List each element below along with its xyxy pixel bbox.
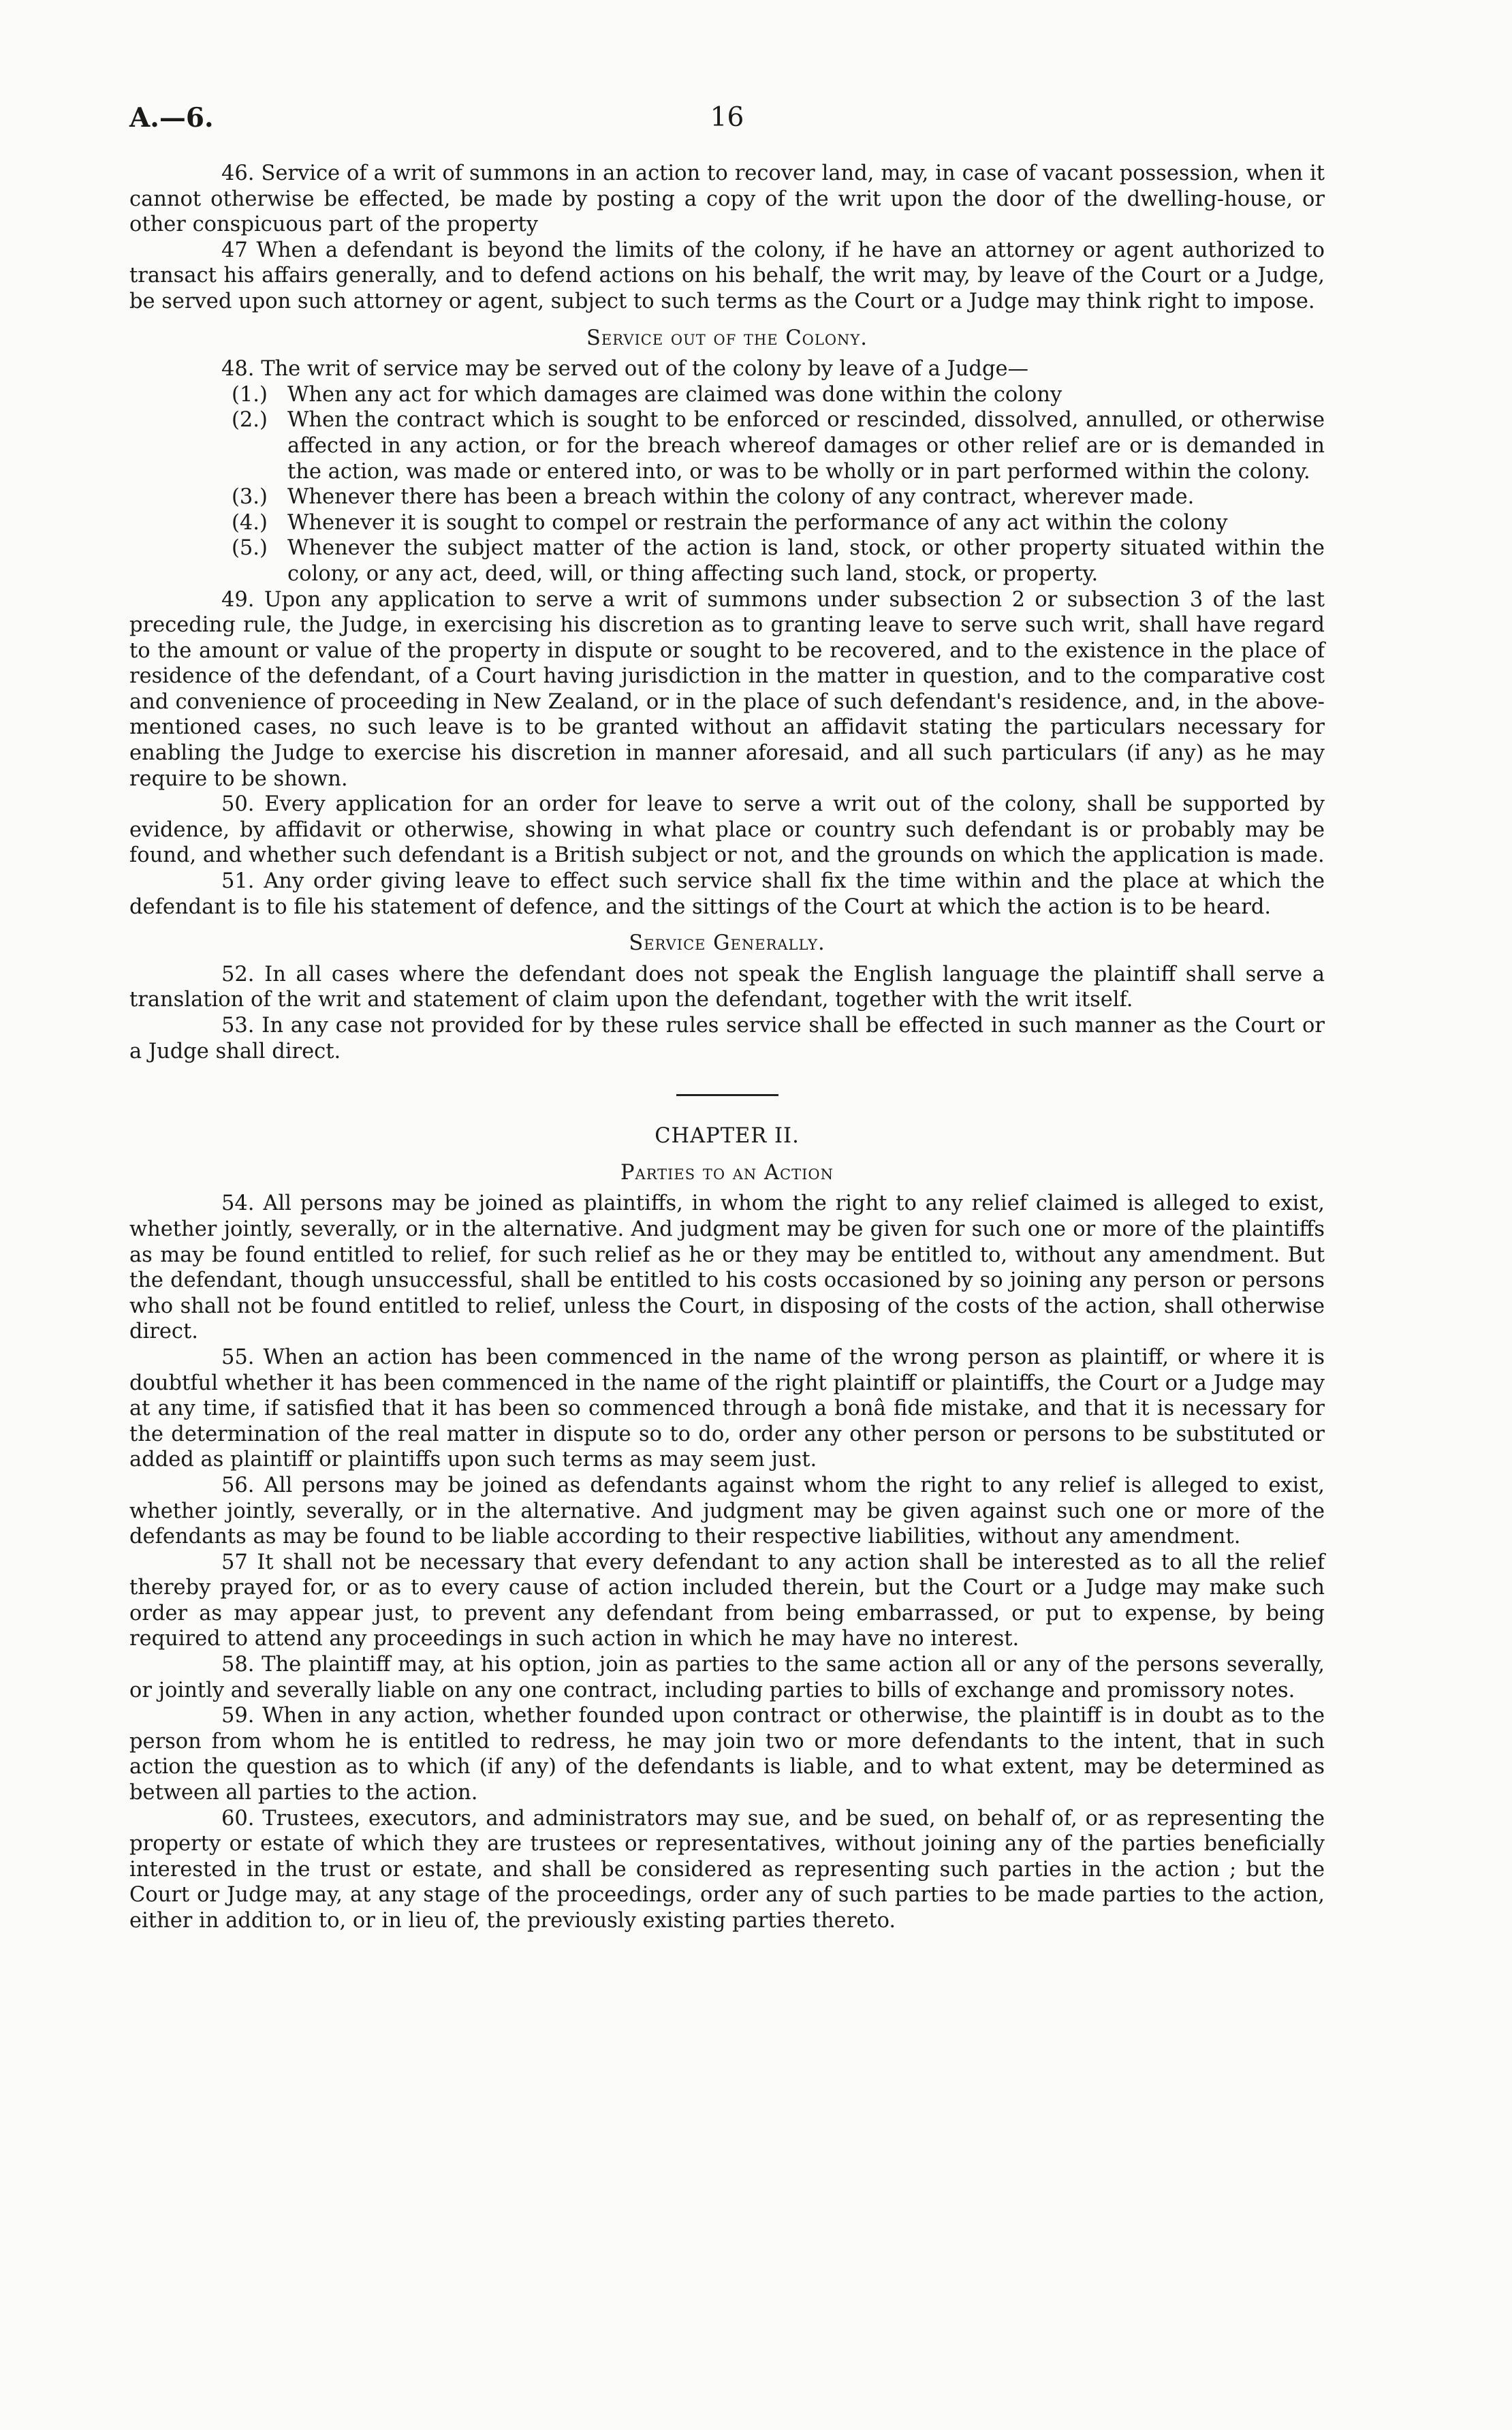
rule-50: 50. Every application for an order for leave to serve a writ out of the colony, shall be supported by evidence, by affidavit or otherwise, showing in what place or country such defendant is or probably may be found, and whether such defendant is a British subject or not, and the grounds on which the application is made. xyxy=(129,792,1325,868)
rule-60: 60. Trustees, executors, and administrators may sue, and be sued, on behalf of, or as representing the property or estate of which they are trustees or representatives, without joining any of the parties beneficially interested in the trust or estate, and shall be considered as representing such parties in the action ; but the Court or Judge may, at any stage of the proceedings, order any of such parties to be made parties to the action, either in addition to, or in lieu of, the previously existing parties thereto. xyxy=(129,1806,1325,1933)
document-page xyxy=(129,102,1325,1934)
rule-54: 54. All persons may be joined as plaintiffs, in whom the right to any relief claimed is alleged to exist, whether jointly, severally, or in the alternative. And judgment may be given for such one or more of the plaintiffs as may be found entitled to relief, for such relief as he or they may be entitled to, without any amendment. But the defendant, though unsuccessful, shall be entitled to his costs occasioned by so joining any person or persons who shall not be found entitled to relief, unless the Court, in disposing of the costs of the action, shall otherwise direct. xyxy=(129,1191,1325,1344)
chapter-heading: CHAPTER II. xyxy=(655,1124,800,1149)
page-header xyxy=(129,102,1325,143)
item-text: When any act for which damages are claimed was done within the colony xyxy=(287,382,1062,407)
rule-48-item-4 xyxy=(232,510,1325,536)
rule-56: 56. All persons may be joined as defendants against whom the right to any relief is alleged to exist, whether jointly, severally, or in the alternative. And judgment may be given against such one or more of the defendants as may be found to be liable according to their respective liabilities, without any amendment. xyxy=(129,1473,1325,1549)
rule-53: 53. In any case not provided for by these rules service shall be effected in such manner as the Court or a Judge shall direct. xyxy=(129,1014,1325,1063)
section-heading-service-out: Service out of the Colony. xyxy=(586,326,868,350)
rule-48: 48. The writ of service may be served out of the colony by leave of a Judge— xyxy=(221,357,1029,381)
rule-57: 57 It shall not be necessary that every defendant to any action shall be interested as to all the relief thereby prayed for, or as to every cause of action included therein, but the Court or a Judge may make such order as may appear just, to prevent any defendant from being embarrassed, or put to expense, by being required to attend any proceedings in such action in which he may have no interest. xyxy=(129,1550,1325,1651)
item-text: Whenever the subject matter of the action is land, stock, or other property situated within the colony, or any act, deed, will, or thing affecting such land, stock, or property. xyxy=(287,536,1325,586)
item-number: (2.) xyxy=(232,408,268,433)
item-number: (4.) xyxy=(232,510,268,535)
rule-48-item-3 xyxy=(232,484,1325,510)
rule-55: 55. When an action has been commenced in the name of the wrong person as plaintiff, or where it is doubtful whether it has been commenced in the name of the right plaintiff or plaintiffs, the Court or a Judge may at any time, if satisfied that it has been so commenced through a bonâ fide mistake, and that it is necessary for the determination of the real matter in dispute so to do, order any other person or persons to be substituted or added as plaintiff or plaintiffs upon such terms as may seem just. xyxy=(129,1345,1325,1472)
item-number: (5.) xyxy=(232,536,268,561)
paper-reference: A.—6. xyxy=(129,102,214,134)
page-number: 16 xyxy=(710,102,744,133)
item-text: Whenever it is sought to compel or restrain the performance of any act within the colony xyxy=(287,510,1228,535)
rule-51: 51. Any order giving leave to effect such service shall fix the time within and the place at which the defendant is to file his statement of defence, and the sittings of the Court at which the action is to be heard. xyxy=(129,869,1325,919)
rule-58: 58. The plaintiff may, at his option, join as parties to the same action all or any of the persons severally, or jointly and severally liable on any one contract, including parties to bills of exchange and promissory notes. xyxy=(129,1653,1325,1702)
rule-46: 46. Service of a writ of summons in an action to recover land, may, in case of vacant possession, when it cannot otherwise be effected, be made by posting a copy of the writ upon the door of the dwelling-house, or other conspicuous part of the property xyxy=(129,161,1325,237)
item-number: (1.) xyxy=(232,382,268,407)
item-number: (3.) xyxy=(232,485,268,510)
item-text: When the contract which is sought to be enforced or rescinded, dissolved, annulled, or otherwise affected in any action, or for the breach whereof damages or other relief are or is demanded in the action, was made or entered into, or was to be wholly or in part performed within the colony. xyxy=(287,408,1325,484)
rule-49: 49. Upon any application to serve a writ of summons under subsection 2 or subsection 3 of the last preceding rule, the Judge, in exercising his discretion as to granting leave to serve such writ, shall have regard to the amount or value of the property in dispute or sought to be recovered, and to the existence in the place of residence of the defendant, of a Court having jurisdiction in the matter in question, and to the comparative cost and convenience of proceeding in New Zealand, or in the place of such defendant's residence, and, in the above-mentioned cases, no such leave is to be granted without an affidavit stating the particulars necessary for enabling the Judge to exercise his discretion in manner aforesaid, and all such particulars (if any) as he may require to be shown. xyxy=(129,587,1325,791)
document-body xyxy=(129,161,1325,1934)
rule-47: 47 When a defendant is beyond the limits of the colony, if he have an attorney or agent authorized to transact his affairs generally, and to defend actions on his behalf, the writ may, by leave of the Court or a Judge, be served upon such attorney or agent, subject to such terms as the Court or a Judge may think right to impose. xyxy=(129,238,1325,313)
rule-59: 59. When in any action, whether founded upon contract or otherwise, the plaintiff is in doubt as to the person from whom he is entitled to redress, he may join two or more defendants to the intent, that in such action the question as to which (if any) of the defendants is liable, and to what extent, may be determined as between all parties to the action. xyxy=(129,1704,1325,1805)
rule-48-item-5 xyxy=(232,535,1325,587)
rule-48-item-1 xyxy=(232,382,1325,408)
section-heading-service-generally: Service Generally. xyxy=(629,931,825,956)
section-divider xyxy=(676,1094,778,1096)
rule-48-item-2 xyxy=(232,407,1325,484)
rule-52: 52. In all cases where the defendant does not speak the English language the plaintiff shall serve a translation of the writ and statement of claim upon the defendant, together with the writ itself. xyxy=(129,962,1325,1012)
item-text: Whenever there has been a breach within the colony of any contract, wherever made. xyxy=(287,485,1195,510)
section-heading-parties: Parties to an Action xyxy=(620,1160,834,1185)
